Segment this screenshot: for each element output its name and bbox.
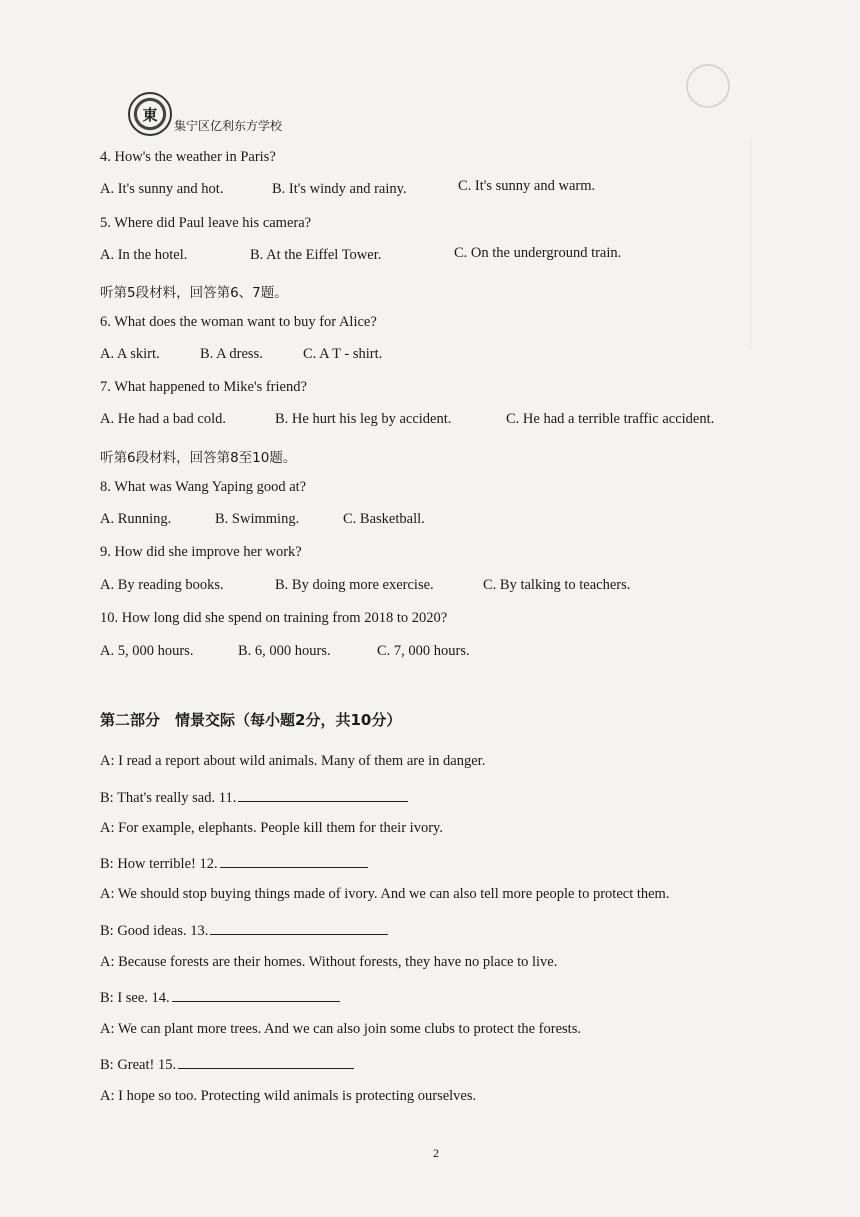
section-2-title: 第二部分 情景交际（每小题2分，共10分） <box>100 711 402 729</box>
question-5: 5. Where did Paul leave his camera? <box>100 215 312 231</box>
dialogue-text: B: Good ideas. 13. <box>100 923 209 939</box>
question-4: 4. How's the weather in Paris? <box>100 149 276 165</box>
dialogue-line <box>100 920 388 940</box>
option-c: C. By talking to teachers. <box>483 577 631 593</box>
bleed-through-shadow <box>750 140 860 350</box>
dialogue-line <box>100 853 368 873</box>
dialogue-line: A: We should stop buying things made of ivory. And we can also tell more people to protect them. <box>100 886 670 902</box>
instruction-6-7: 听第5段材料，回答第6、7题。 <box>100 285 288 301</box>
option-c: C. On the underground train. <box>454 245 622 261</box>
question-6: 6. What does the woman want to buy for Alice? <box>100 314 377 330</box>
dialogue-line: A: For example, elephants. People kill them for their ivory. <box>100 820 443 836</box>
dialogue-line <box>100 787 408 807</box>
bleed-through-seal <box>686 64 730 108</box>
option-b: B. Swimming. <box>215 511 300 527</box>
page-number: 2 <box>433 1146 439 1160</box>
answer-blank-11[interactable] <box>238 787 408 802</box>
option-a: A. Running. <box>100 511 172 527</box>
question-8: 8. What was Wang Yaping good at? <box>100 479 307 495</box>
school-header <box>128 92 282 136</box>
dialogue-text: B: I see. 14. <box>100 990 170 1006</box>
dialogue-line <box>100 987 340 1007</box>
dialogue-line: A: Because forests are their homes. Without forests, they have no place to live. <box>100 954 558 970</box>
option-a: A. A skirt. <box>100 346 160 362</box>
logo-char: 東 <box>142 105 158 124</box>
option-a: A. He had a bad cold. <box>100 411 227 427</box>
answer-blank-12[interactable] <box>220 853 368 868</box>
option-a: A. In the hotel. <box>100 247 188 263</box>
dialogue-text: B: That's really sad. 11. <box>100 790 237 806</box>
option-b: B. He hurt his leg by accident. <box>275 411 452 427</box>
option-a: A. By reading books. <box>100 577 224 593</box>
option-c: C. Basketball. <box>343 511 425 527</box>
option-b: B. A dress. <box>200 346 263 362</box>
option-c: C. A T - shirt. <box>303 346 383 362</box>
dialogue-line <box>100 1054 354 1074</box>
school-name: 集宁区亿利东方学校 <box>174 119 283 133</box>
option-b: B. By doing more exercise. <box>275 577 434 593</box>
school-logo-icon <box>128 92 172 136</box>
option-a: A. 5, 000 hours. <box>100 643 194 659</box>
answer-blank-14[interactable] <box>172 987 340 1002</box>
option-c: C. He had a terrible traffic accident. <box>506 411 715 427</box>
option-c: C. 7, 000 hours. <box>377 643 470 659</box>
dialogue-text: B: Great! 15. <box>100 1057 177 1073</box>
question-10: 10. How long did she spend on training from 2018 to 2020? <box>100 610 448 626</box>
dialogue-text: B: How terrible! 12. <box>100 856 218 872</box>
option-a: A. It's sunny and hot. <box>100 181 224 197</box>
option-b: B. It's windy and rainy. <box>272 181 407 197</box>
instruction-8-10: 听第6段材料，回答第8至10题。 <box>100 450 297 466</box>
option-b: B. 6, 000 hours. <box>238 643 331 659</box>
option-c: C. It's sunny and warm. <box>458 178 596 194</box>
dialogue-line: A: I hope so too. Protecting wild animals is protecting ourselves. <box>100 1088 477 1104</box>
dialogue-line: A: We can plant more trees. And we can also join some clubs to protect the forests. <box>100 1021 581 1037</box>
question-9: 9. How did she improve her work? <box>100 544 302 560</box>
dialogue-line: A: I read a report about wild animals. Many of them are in danger. <box>100 753 486 769</box>
answer-blank-13[interactable] <box>210 920 388 935</box>
question-7: 7. What happened to Mike's friend? <box>100 379 307 395</box>
option-b: B. At the Eiffel Tower. <box>250 247 382 263</box>
answer-blank-15[interactable] <box>178 1054 354 1069</box>
